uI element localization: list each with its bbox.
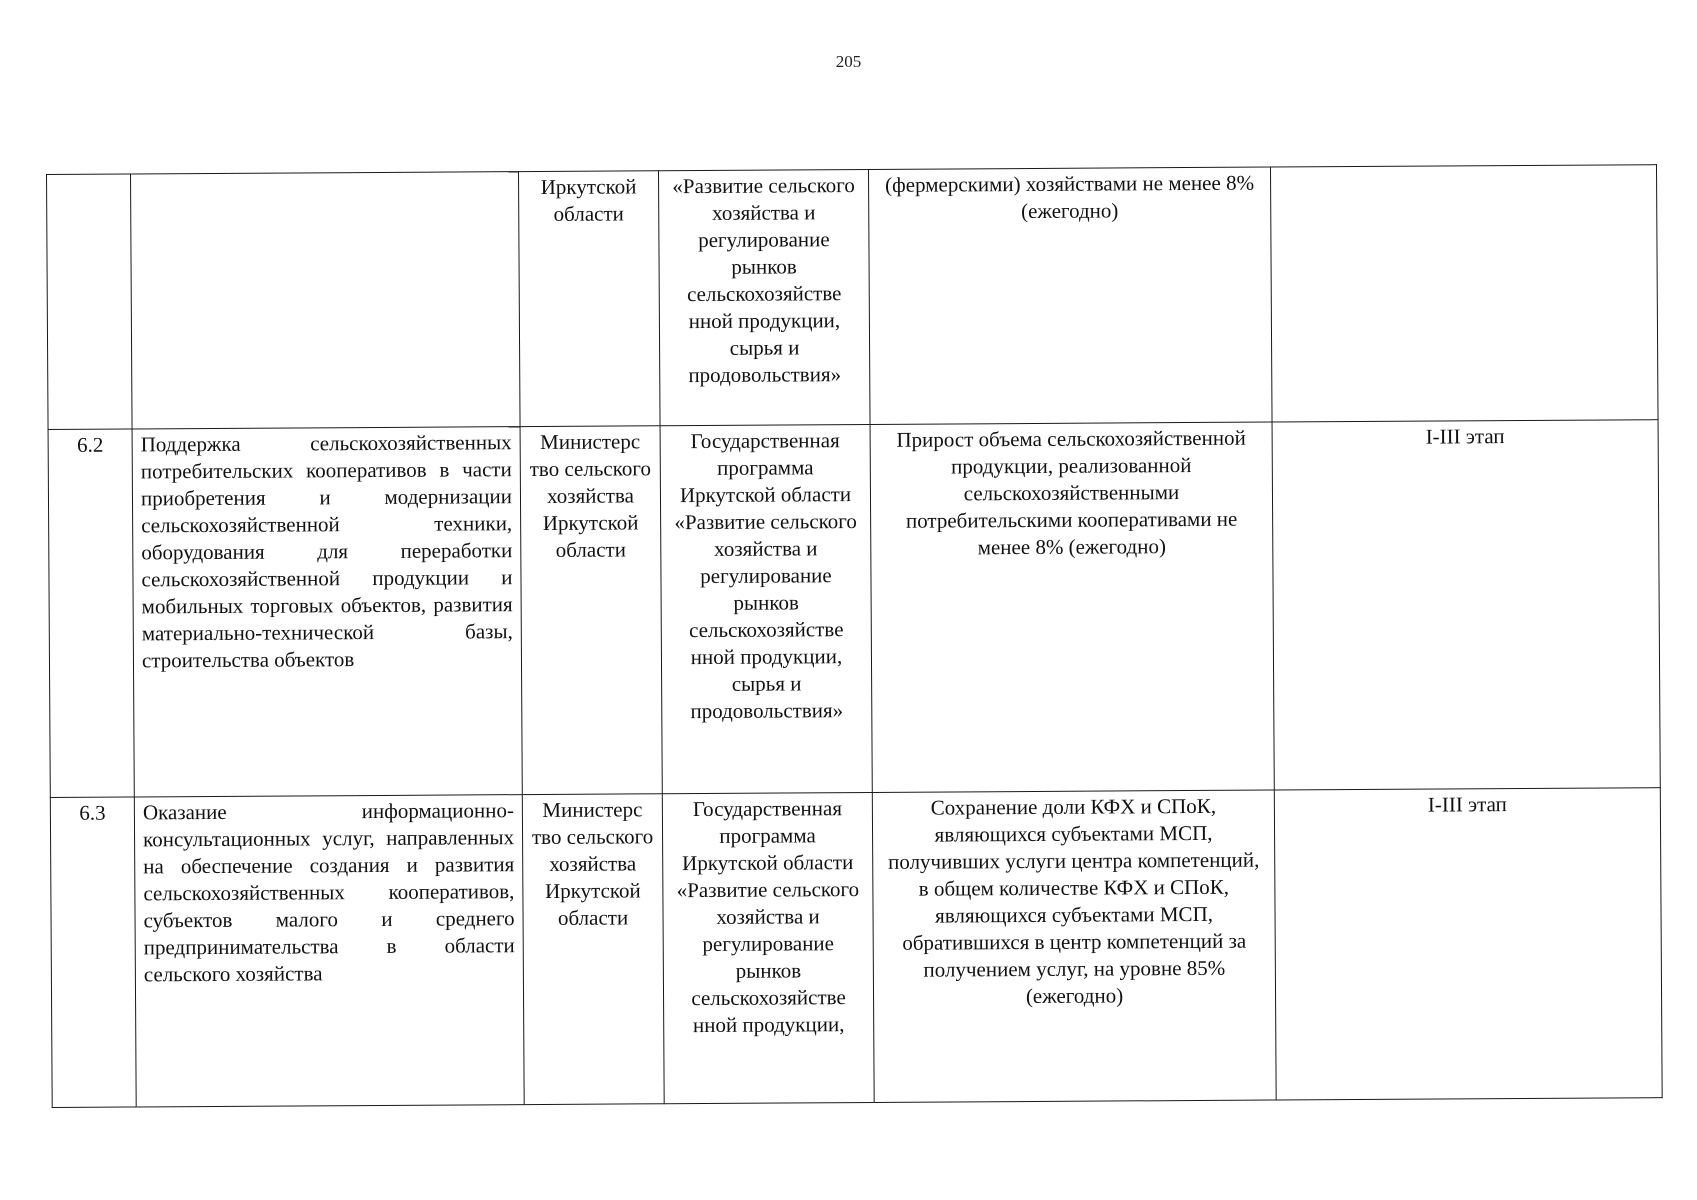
measure-description-cell: Оказание информационно-консультационных услуг, направленных на обеспечение создания и развития сельскохозяйственных кооперативов, субъектов малого и среднего предпринимательства в области сельского хозяйства [134,795,524,1107]
stage-cell [1270,165,1658,422]
page-number: 205 [835,52,862,71]
table-row [48,420,1660,798]
table-row [50,788,1662,1108]
indicator-cell: Прирост объема сельскохозяйственной продукции, реализованной сельскохозяйственными потребительскими кооперативами не менее 8% (ежегодно) [870,422,1274,792]
row-number-cell [47,174,133,430]
table-row [47,165,1659,430]
row-number-cell: 6.3 [50,797,136,1108]
stage-cell: I-III этап [1274,788,1662,1100]
executor-cell: Иркутской области [518,171,660,427]
executor-cell: Министерс тво сельского хозяйства Иркутской области [522,794,664,1105]
program-cell: Государственная программа Иркутской области «Развитие сельского хозяйства и регулирование рынков сельскохозяйстве нной продукции, [662,792,874,1103]
executor-cell: Министерс тво сельского хозяйства Иркутской области [520,426,662,795]
measure-description-cell: Поддержка сельскохозяйственных потребительских кооперативов в части приобретения и модернизации сельскохозяйственной техники, оборудования для переработки сельскохозяйственной продукции и мобильных торговых объектов, развития материально-технической базы, строительства объектов [132,427,522,797]
program-cell: Государственная программа Иркутской области «Развитие сельского хозяйства и регулирование рынков сельскохозяйстве нной продукции, сырья и продовольствия» [660,424,872,793]
program-cell: «Развитие сельского хозяйства и регулирование рынков сельскохозяйстве нной продукции, сырья и продовольствия» [658,169,870,425]
row-number-cell: 6.2 [48,429,134,798]
stage-cell: I-III этап [1272,420,1660,790]
measure-description-cell [131,172,521,429]
measures-table [46,164,1663,1108]
indicator-cell: (фермерскими) хозяйствами не менее 8% (ежегодно) [868,167,1272,424]
indicator-cell: Сохранение доли КФХ и СПоК, являющихся субъектами МСП, получивших услуги центра компетенций, в общем количестве КФХ и СПоК, являющихся субъектами МСП, обратившихся в центр компетенций за получением услуг, на уровне 85% (ежегодно) [872,790,1276,1102]
